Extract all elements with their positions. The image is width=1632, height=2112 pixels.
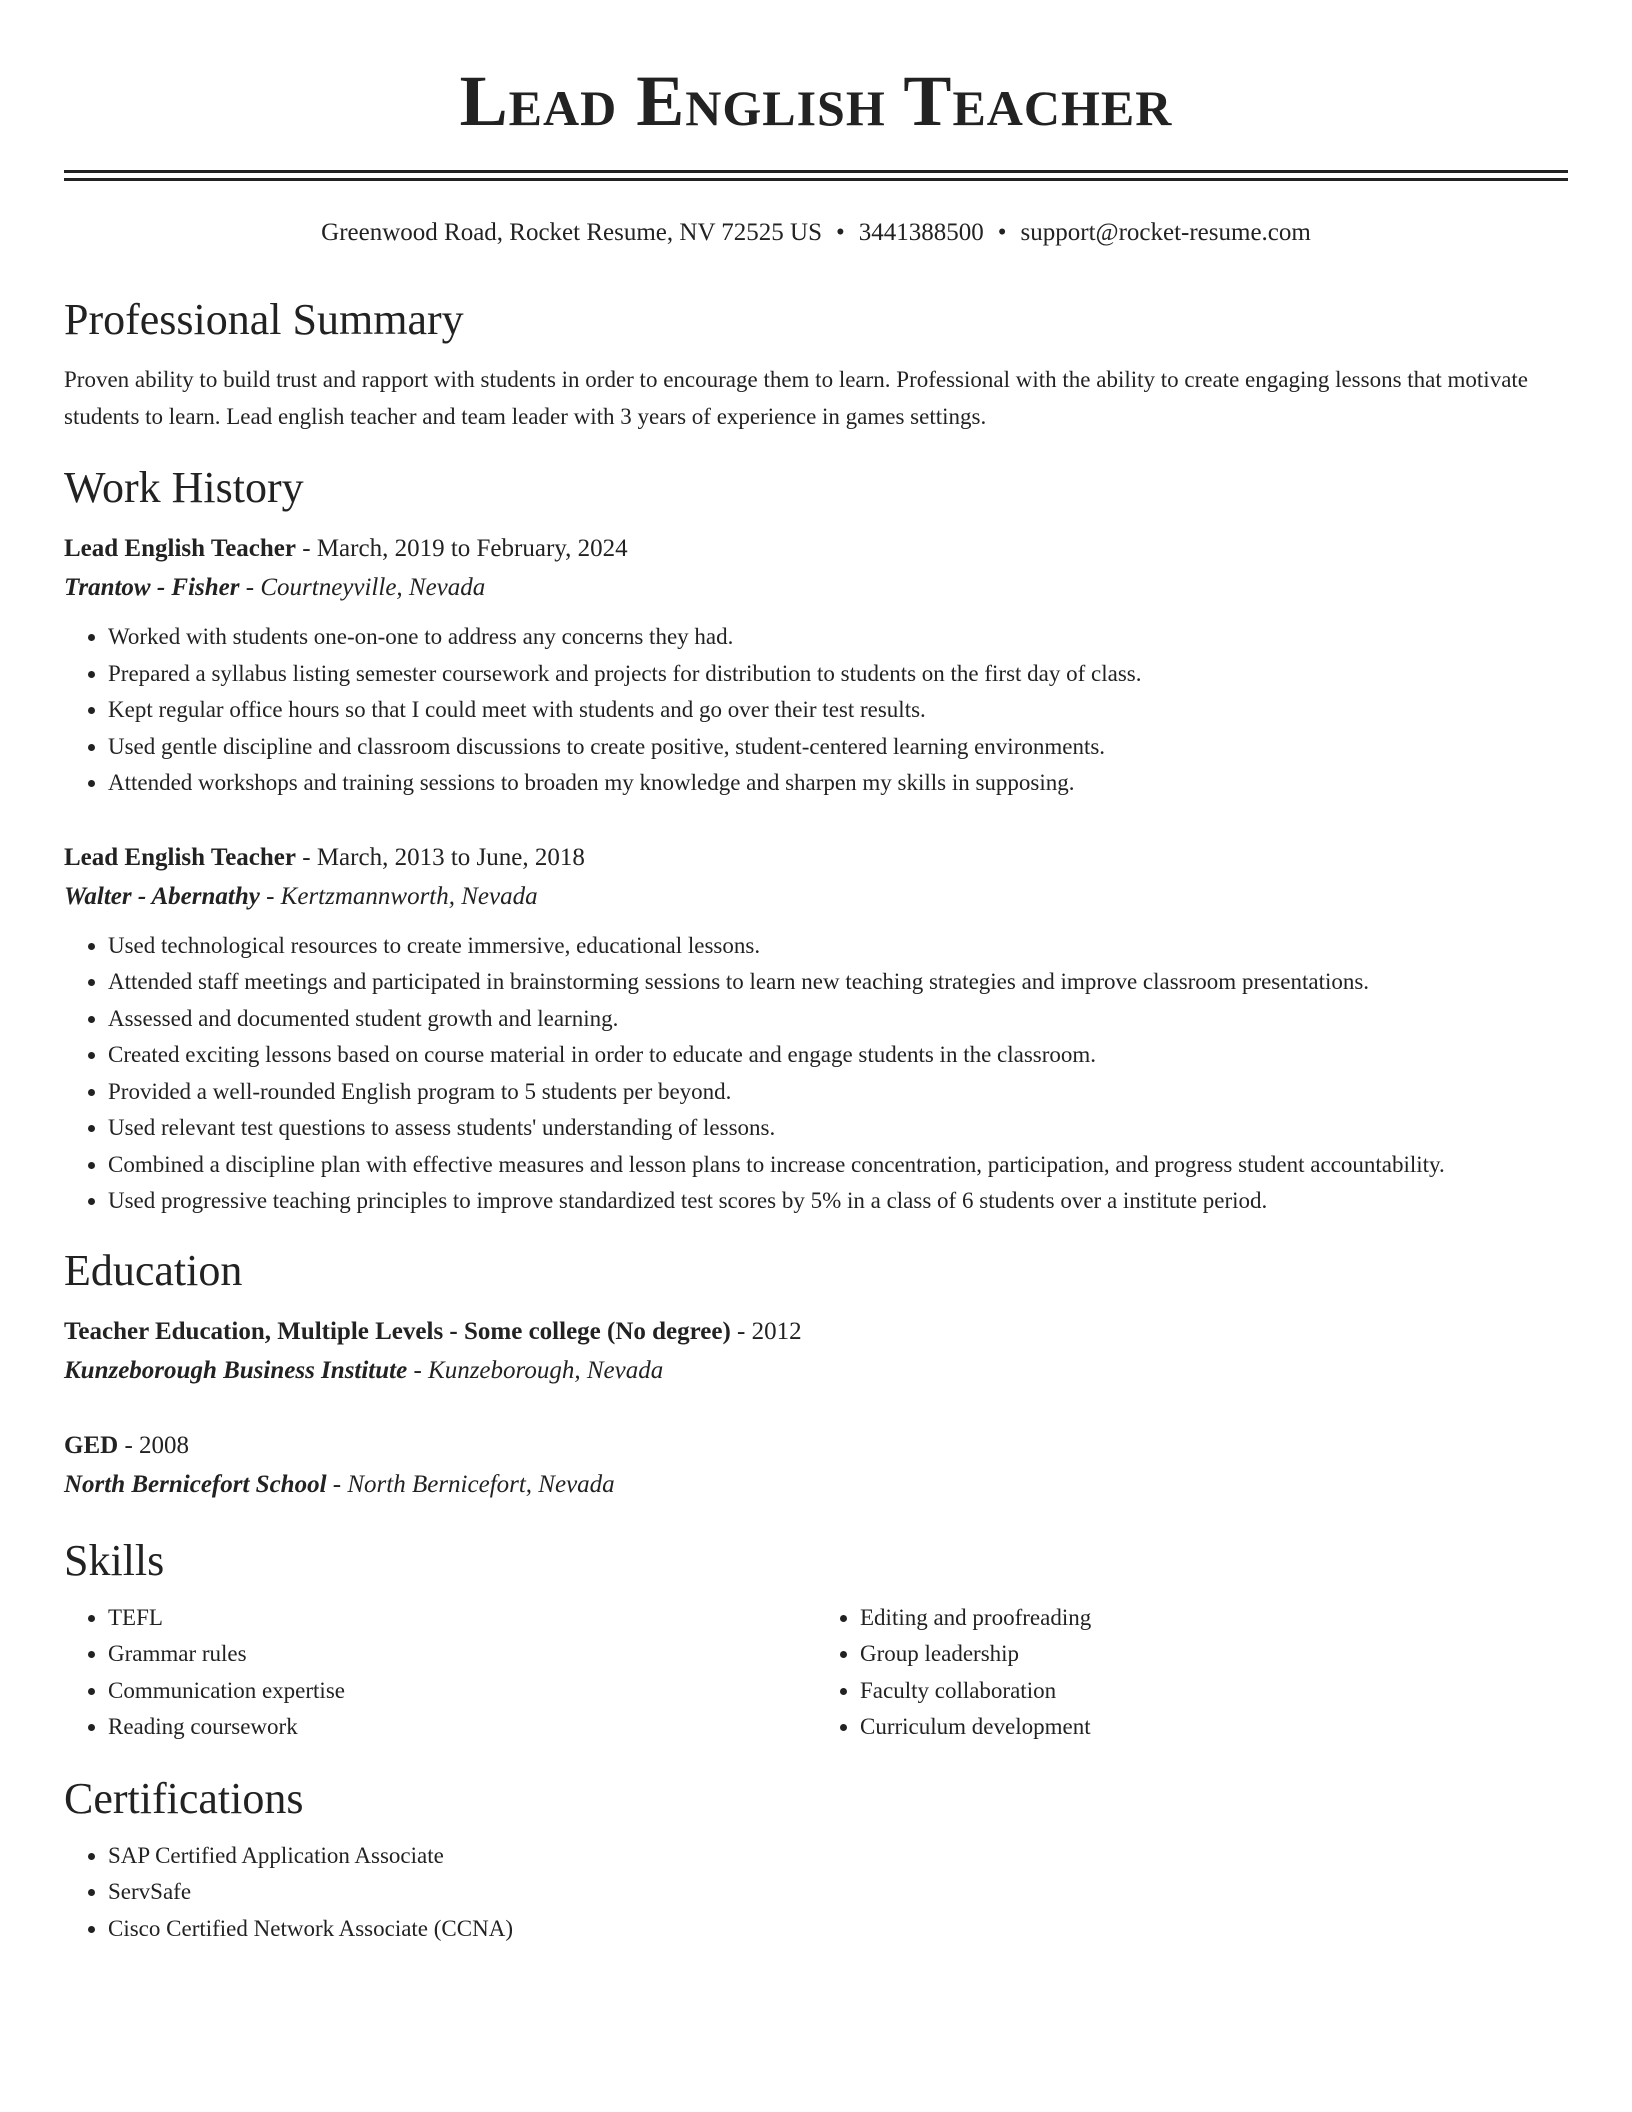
job-dates: - March, 2013 to June, 2018	[296, 843, 585, 871]
skills-title: Skills	[64, 1535, 165, 1585]
education-school: Kunzeborough Business Institute	[64, 1356, 408, 1384]
certification-item: • SAP Certified Application Associate	[108, 1838, 1568, 1875]
skill-item: • Reading coursework	[108, 1709, 816, 1746]
education-title: Education	[64, 1245, 243, 1295]
certifications-section	[64, 1772, 1568, 1948]
work-history-title: Work History	[64, 463, 304, 512]
job-bullet: • Attended workshops and training sessions to broaden my knowledge and sharpen my skills in supposing.	[108, 765, 1568, 802]
skills-section	[64, 1534, 1568, 1746]
resume-name: Lead English Teacher	[459, 61, 1173, 141]
job-company-line	[64, 568, 1568, 607]
education-year: - 2008	[118, 1431, 190, 1459]
certifications-title: Certifications	[64, 1773, 304, 1823]
job-entry	[64, 529, 1568, 802]
education-degree: GED	[64, 1431, 119, 1459]
education-location: - North Bernicefort, Nevada	[326, 1470, 615, 1498]
job-location: - Courtneyville, Nevada	[239, 574, 486, 601]
job-bullet: • Combined a discipline plan with effective measures and lesson plans to increase concentration, participation, and progress student accountability.	[108, 1147, 1568, 1184]
job-bullet: • Created exciting lessons based on course material in order to educate and engage students in the classroom.	[108, 1037, 1568, 1074]
job-bullet: • Assessed and documented student growth and learning.	[108, 1001, 1568, 1038]
contact-address: Greenwood Road, Rocket Resume, NV 72525 US	[321, 219, 823, 246]
work-history-section	[64, 461, 1568, 1220]
education-year: - 2012	[730, 1317, 802, 1345]
job-bullet: • Used technological resources to create immersive, educational lessons.	[108, 928, 1568, 965]
skills-grid	[64, 1600, 1568, 1746]
contact-separator: •	[836, 219, 845, 246]
job-bullet: • Attended staff meetings and participated in brainstorming sessions to learn new teaching strategies and improve classroom presentations.	[108, 964, 1568, 1001]
certifications-list	[64, 1838, 1568, 1948]
education-school: North Bernicefort School	[64, 1470, 327, 1498]
skill-item: • TEFL	[108, 1600, 816, 1637]
job-company-line	[64, 877, 1568, 916]
skill-item: • Editing and proofreading	[860, 1600, 1568, 1637]
job-bullets	[64, 928, 1568, 1220]
job-position: Lead English Teacher	[64, 535, 296, 562]
summary-text: Proven ability to build trust and rapport with students in order to encourage them to learn. Professional with the ability to create engaging lessons that motivate students to learn. Lead english teacher and team leader with 3 years of experience in games settings.	[64, 367, 1529, 429]
job-company: Walter - Abernathy	[64, 882, 260, 910]
job-title-line	[64, 838, 1568, 877]
education-section	[64, 1244, 1568, 1504]
contact-separator: •	[997, 219, 1007, 246]
job-bullet: • Kept regular office hours so that I could meet with students and go over their test results.	[108, 692, 1568, 729]
job-dates: - March, 2019 to February, 2024	[296, 535, 628, 562]
education-location: - Kunzeborough, Nevada	[407, 1356, 664, 1384]
education-degree-line	[64, 1426, 1568, 1465]
job-entry	[64, 838, 1568, 1220]
header-divider	[64, 170, 1568, 181]
skills-column-left	[64, 1600, 816, 1746]
skills-column-right	[816, 1600, 1568, 1746]
education-degree: Teacher Education, Multiple Levels - Some college (No degree)	[64, 1317, 731, 1345]
education-school-line	[64, 1465, 1568, 1504]
skill-item: • Communication expertise	[108, 1673, 816, 1710]
education-entry	[64, 1426, 1568, 1504]
job-bullets	[64, 619, 1568, 802]
certification-item: • ServSafe	[108, 1874, 1568, 1911]
contact-info	[64, 217, 1568, 249]
job-bullet: • Used progressive teaching principles to improve standardized test scores by 5% in a class of 6 students over a institute period.	[108, 1183, 1568, 1220]
job-bullet: • Used gentle discipline and classroom discussions to create positive, student-centered learning environments.	[108, 729, 1568, 766]
skill-item: • Faculty collaboration	[860, 1673, 1568, 1710]
job-bullet: • Worked with students one-on-one to address any concerns they had.	[108, 619, 1568, 656]
summary-section	[64, 293, 1568, 435]
certification-item: • Cisco Certified Network Associate (CCNA)	[108, 1911, 1568, 1948]
job-bullet: • Prepared a syllabus listing semester coursework and projects for distribution to students on the first day of class.	[108, 656, 1568, 693]
education-entry	[64, 1312, 1568, 1390]
job-bullet: • Provided a well-rounded English program to 5 students per beyond.	[108, 1074, 1568, 1111]
education-degree-line	[64, 1312, 1568, 1351]
job-bullet: • Used relevant test questions to assess students' understanding of lessons.	[108, 1110, 1568, 1147]
job-location: - Kertzmannworth, Nevada	[259, 882, 538, 910]
skill-item: • Grammar rules	[108, 1636, 816, 1673]
skill-item: • Curriculum development	[860, 1709, 1568, 1746]
education-school-line	[64, 1351, 1568, 1390]
contact-phone: 3441388500	[858, 219, 984, 246]
skill-item: • Group leadership	[860, 1636, 1568, 1673]
summary-title: Professional Summary	[64, 295, 464, 344]
job-position: Lead English Teacher	[64, 843, 296, 871]
contact-email: support@rocket-resume.com	[1020, 219, 1311, 246]
job-title-line	[64, 529, 1568, 568]
job-company: Trantow - Fisher	[64, 574, 240, 601]
